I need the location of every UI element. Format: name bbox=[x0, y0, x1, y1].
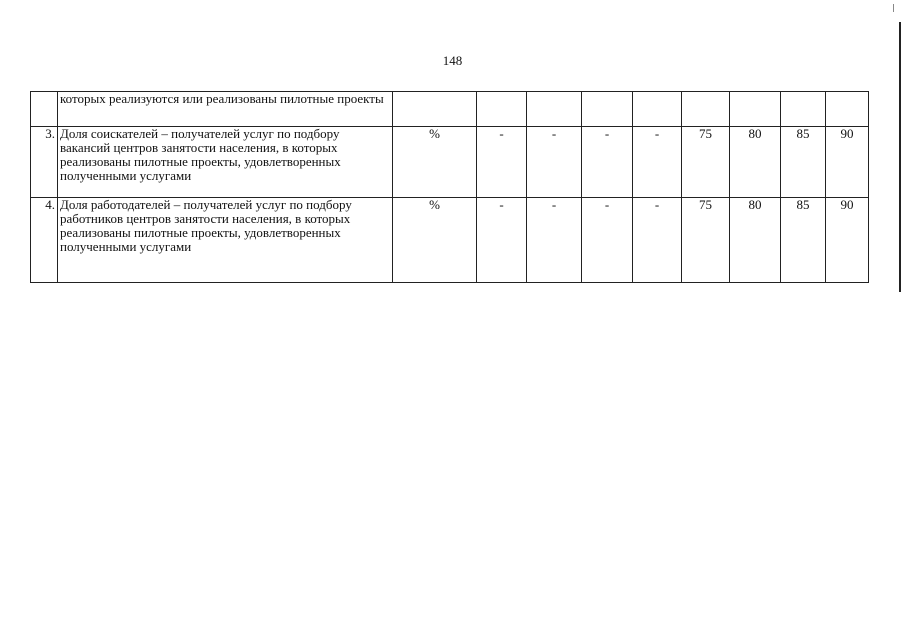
value-cell bbox=[477, 92, 527, 127]
row-number-cell: 4. bbox=[31, 198, 58, 283]
value-cell: 75 bbox=[682, 127, 730, 198]
row-unit-cell bbox=[393, 92, 477, 127]
row-description-cell: которых реализуются или реализованы пилотные проекты bbox=[58, 92, 393, 127]
scan-edge-tick bbox=[893, 4, 894, 12]
row-description-cell: Доля работодателей – получателей услуг по подбору работников центров занятости населения, в которых реализованы пилотные проекты, удовлетворенных полученными услугами bbox=[58, 198, 393, 283]
value-cell: 80 bbox=[730, 198, 781, 283]
value-cell bbox=[826, 92, 869, 127]
row-number-cell bbox=[31, 92, 58, 127]
value-cell: - bbox=[633, 127, 682, 198]
value-cell bbox=[781, 92, 826, 127]
value-cell: - bbox=[582, 198, 633, 283]
row-unit-cell: % bbox=[393, 127, 477, 198]
table-row-4 bbox=[31, 198, 869, 283]
value-cell: 85 bbox=[781, 198, 826, 283]
value-cell: 75 bbox=[682, 198, 730, 283]
value-cell: - bbox=[633, 198, 682, 283]
indicator-table bbox=[30, 91, 869, 283]
value-cell: 90 bbox=[826, 198, 869, 283]
value-cell: - bbox=[527, 198, 582, 283]
value-cell: 85 bbox=[781, 127, 826, 198]
value-cell: - bbox=[527, 127, 582, 198]
value-cell bbox=[730, 92, 781, 127]
page-number: 148 bbox=[442, 53, 463, 68]
value-cell: - bbox=[582, 127, 633, 198]
value-cell bbox=[527, 92, 582, 127]
table-row-3 bbox=[31, 127, 869, 198]
value-cell: - bbox=[477, 198, 527, 283]
value-cell bbox=[633, 92, 682, 127]
row-unit-cell: % bbox=[393, 198, 477, 283]
row-description-cell: Доля соискателей – получателей услуг по подбору вакансий центров занятости населения, в которых реализованы пилотные проекты, удовлетворенных полученными услугами bbox=[58, 127, 393, 198]
table-row-continuation bbox=[31, 92, 869, 127]
value-cell bbox=[582, 92, 633, 127]
value-cell bbox=[682, 92, 730, 127]
value-cell: - bbox=[477, 127, 527, 198]
value-cell: 90 bbox=[826, 127, 869, 198]
value-cell: 80 bbox=[730, 127, 781, 198]
row-number-cell: 3. bbox=[31, 127, 58, 198]
